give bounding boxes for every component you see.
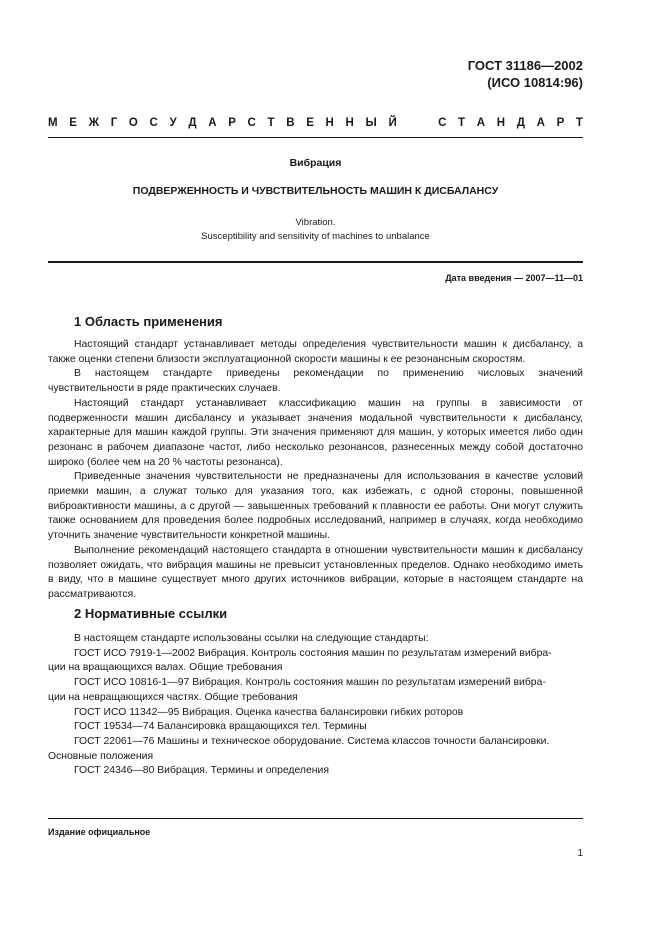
gost-number: ГОСТ 31186—2002 — [467, 58, 583, 73]
section-1-heading: 1 Область применения — [74, 314, 223, 329]
english-title: Susceptibility and sensitivity of machines to unbalance — [201, 231, 430, 242]
heading-letter: Ы — [365, 117, 377, 129]
heading-letter: Т — [575, 117, 583, 129]
heading-letter: Е — [69, 117, 77, 129]
heading-letter: С — [247, 117, 256, 129]
heading-letter: А — [476, 117, 486, 129]
reference-item: ГОСТ ИСО 10816-1—97 Вибрация. Контроль состояния машин по результатам измерений вибра- — [74, 677, 546, 689]
paragraph: В настоящем стандарте приведены рекомендации по применению числовых значений чувствительности в ряде практических случаев. — [48, 368, 583, 395]
iso-number: (ИСО 10814:96) — [487, 75, 583, 90]
standard-designation — [468, 57, 583, 91]
paragraph: Настоящий стандарт устанавливает методы определения чувствительности машин к дисбалансу, а также оценки степени близости эксплуатационной скорости машины к ее резонансным скоростям. — [48, 339, 583, 365]
document-subject: Вибрация — [289, 157, 342, 169]
title-divider — [48, 261, 583, 263]
section-1-body — [48, 338, 583, 603]
references-intro: В настоящем стандарте использованы ссылки на следующие стандарты: — [74, 633, 429, 644]
heading-letter: Д — [516, 117, 525, 129]
reference-item: ГОСТ ИСО 11342—95 Вибрация. Оценка качества балансировки гибких роторов — [74, 706, 464, 718]
english-subject: Vibration. — [295, 217, 336, 228]
heading-letter: Н — [345, 117, 354, 129]
heading-letter: Н — [325, 117, 334, 129]
reference-item: ГОСТ 19534—74 Балансировка вращающихся тел. Термины — [74, 721, 367, 733]
heading-letter: А — [208, 117, 217, 129]
page-number: 1 — [577, 848, 583, 859]
reference-item-continuation: Основные положения — [48, 750, 154, 762]
heading-letter: Д — [188, 117, 197, 129]
heading-letter: С — [438, 117, 447, 129]
edition-label: Издание официальное — [48, 827, 151, 837]
heading-letter: М — [48, 117, 58, 129]
paragraph: Приведенные значения чувствительности не предназначены для использования в качестве условий приемки машин, а служат только для указания того, как избежать, с одной стороны, повышенной виброактивности машины, а с другой — завышенных требований к плавности ее работы. Они могут служить также основанием для проведения более подробных исследований, например в случаях, когда необходимо уточнить значение чувствительности конкретной машины. — [48, 471, 583, 542]
english-title-block — [48, 216, 583, 244]
heading-letter: Т — [267, 117, 275, 129]
reference-item: ГОСТ 24346—80 Вибрация. Термины и определения — [74, 765, 329, 777]
heading-letter: В — [286, 117, 295, 129]
paragraph: Выполнение рекомендаций настоящего стандарта в отношении чувствительности машин к дисбалансу позволяет ожидать, что вибрация машины не превысит установленных пределов. Однако необходимо иметь в виду, что в машине существует много других источников вибрации, которые в настоящем стандарте на рассматриваются. — [48, 544, 583, 600]
heading-letter: Г — [110, 117, 118, 129]
reference-item-continuation: ции на вращающихся валах. Общие требования — [48, 662, 283, 674]
heading-letter: Р — [556, 117, 565, 129]
heading-letter: Ж — [88, 117, 100, 129]
reference-item: ГОСТ 22061—76 Машины и техническое оборудование. Система классов точности балансировки. — [74, 735, 550, 747]
reference-item: ГОСТ ИСО 7919-1—2002 Вибрация. Контроль состояния машин по результатам измерений вибра- — [74, 647, 552, 659]
heading-letter: О — [128, 117, 138, 129]
reference-item-continuation: ции на невращающихся частях. Общие требования — [48, 691, 298, 703]
section-2-heading: 2 Нормативные ссылки — [74, 606, 228, 621]
heading-letter: Е — [306, 117, 314, 129]
footer-divider — [48, 818, 583, 819]
paragraph: Настоящий стандарт устанавливает классификацию машин на группы в зависимости от подверженности машин дисбалансу и указывает значения модальной чувствительности к дисбалансу, характерные для машин каждой группы. Эти значения применяют для машин, у которых имеется либо один резонанс в рабочем диапазоне частот, либо несколько резонансов, разнесенных между собой достаточно широко (более чем на 20 % частоты резонанса). — [48, 397, 583, 468]
top-divider — [48, 137, 583, 138]
effective-date: Дата введения — 2007—11—01 — [445, 273, 583, 283]
heading-letter: Й — [388, 117, 397, 129]
heading-letter: С — [149, 117, 158, 129]
heading-letter: Т — [458, 117, 466, 129]
heading-letter: У — [169, 117, 177, 129]
heading-letter: А — [536, 117, 545, 129]
heading-letter: Р — [228, 117, 236, 129]
document-title: ПОДВЕРЖЕННОСТЬ И ЧУВСТВИТЕЛЬНОСТЬ МАШИН К ДИСБАЛАНСУ — [132, 185, 499, 197]
standard-kind-heading — [48, 117, 583, 129]
word-gap — [408, 117, 426, 129]
section-2-body — [48, 632, 583, 779]
heading-letter: Н — [496, 117, 506, 129]
